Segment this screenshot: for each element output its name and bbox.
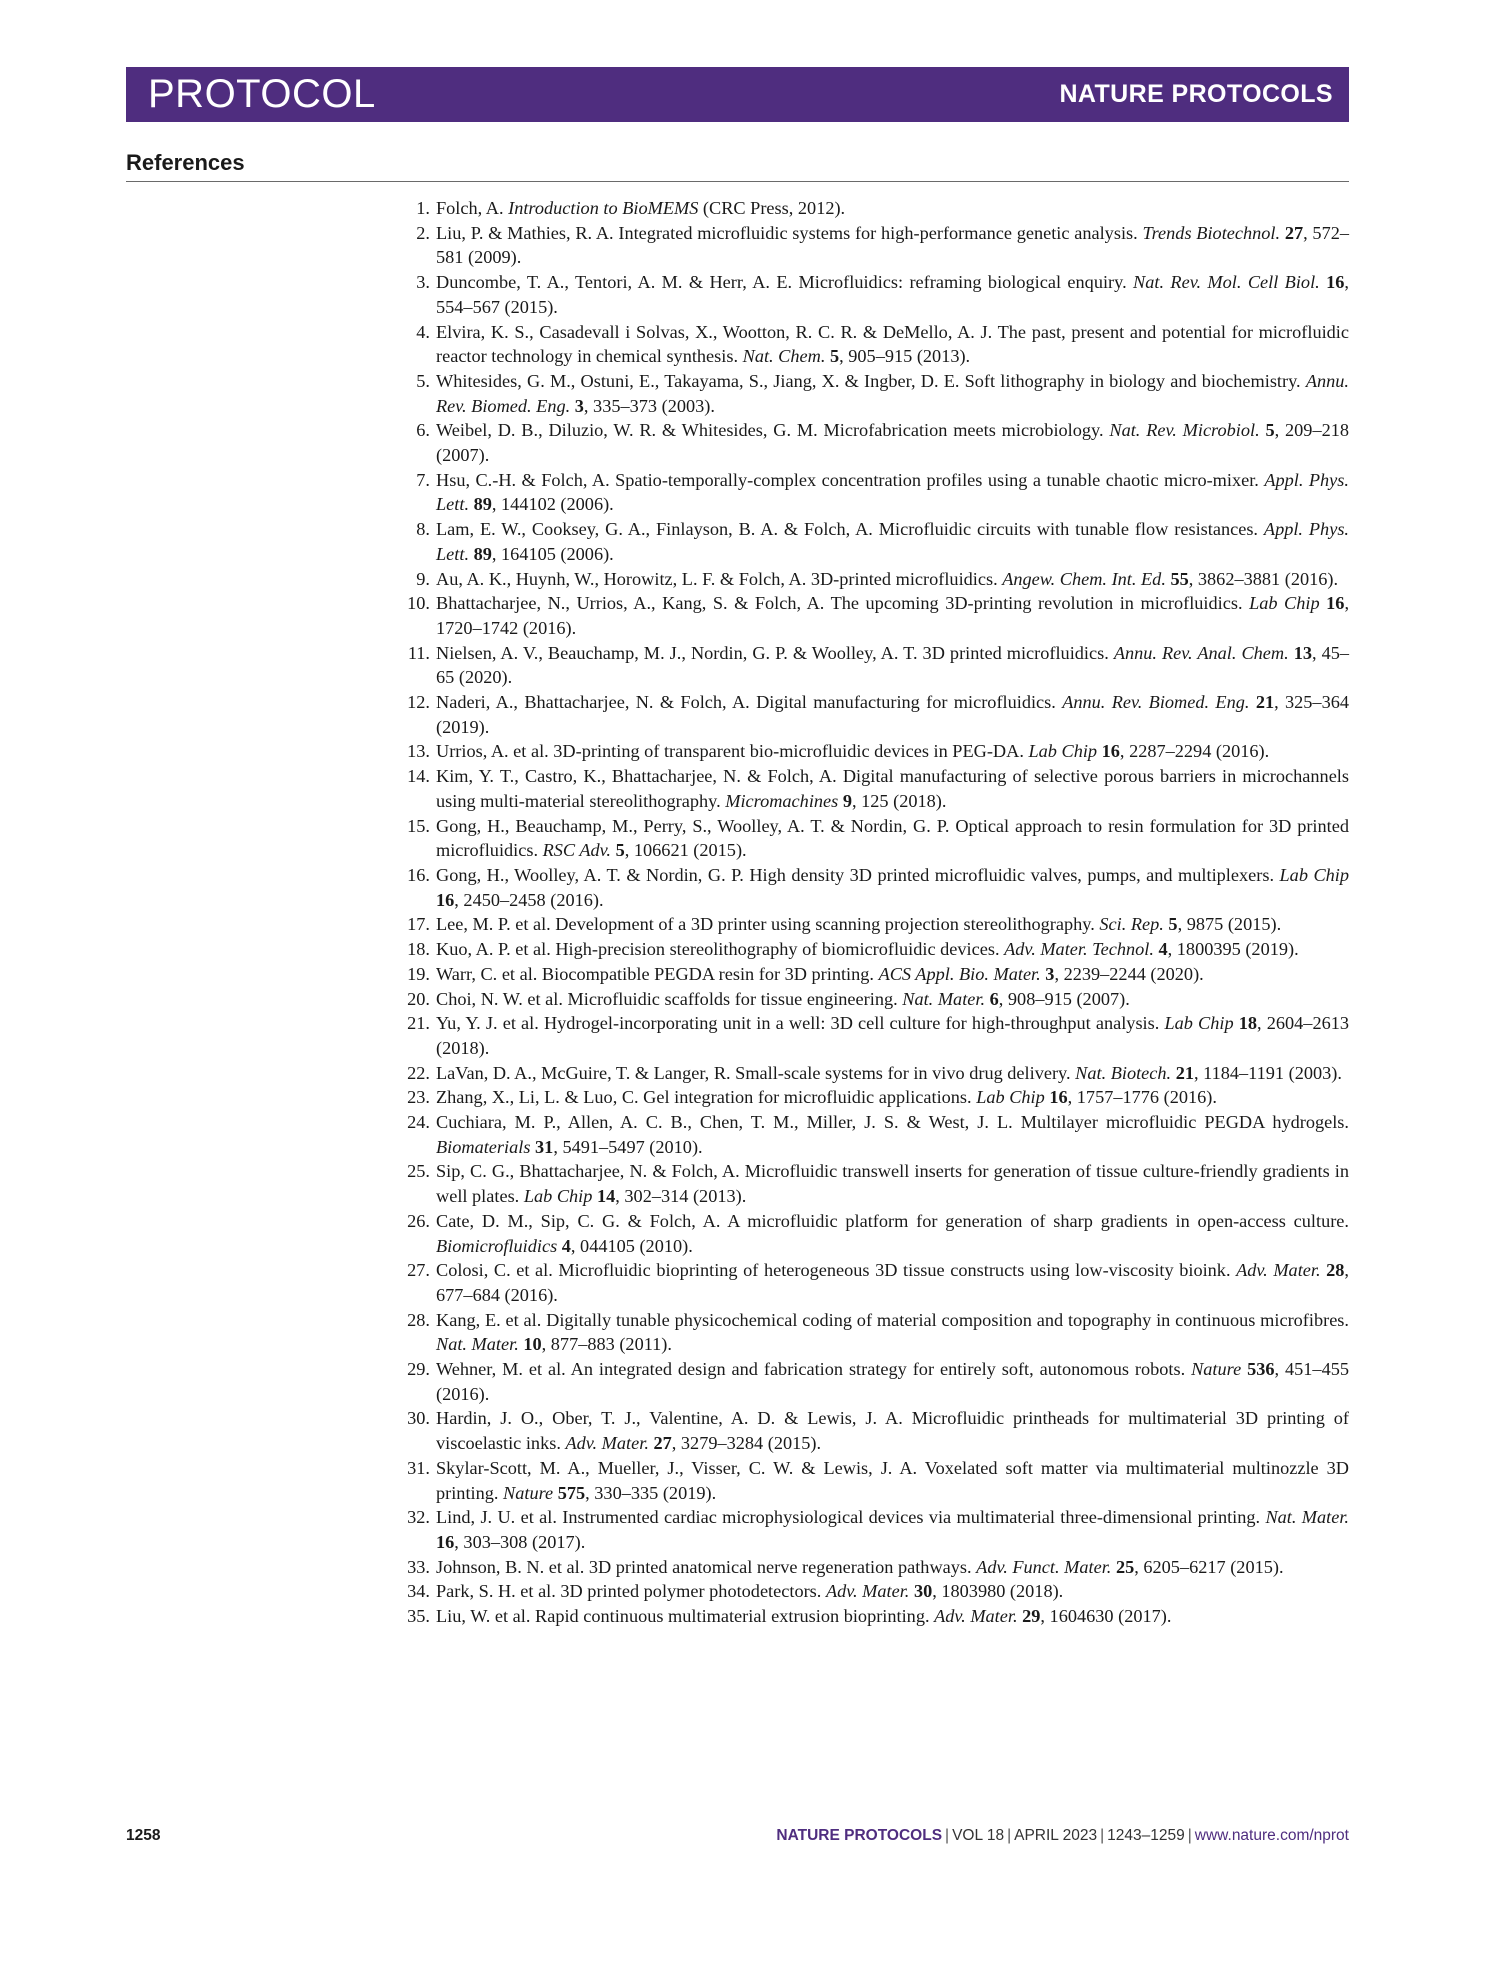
reference-segment: Kim, Y. T., Castro, K., Bhattacharjee, N. & Folch, A. Digital manufacturing of selective porous barriers in microchannels using multi-material stereolithography. [436,766,1349,811]
reference-segment: Liu, W. et al. Rapid continuous multimaterial extrusion bioprinting. [436,1606,935,1627]
reference-number: 25. [407,1161,430,1182]
reference-segment: Cate, D. M., Sip, C. G. & Folch, A. A microfluidic platform for generation of sharp gradients in open-access culture. [436,1210,1349,1231]
reference-segment: , 554–567 (2015). [436,272,1349,317]
reference-segment: , 125 (2018). [851,790,947,811]
reference-text [436,369,1349,418]
volume-number: 5 [1265,420,1275,441]
reference-text [436,1209,1349,1258]
volume-number: 28 [1326,1260,1345,1281]
reference-segment: , 1800395 (2019). [1167,939,1299,960]
reference-number: 26. [407,1210,430,1231]
reference-number: 34. [407,1581,430,1602]
page-footer [126,1827,1349,1845]
reference-item [392,1456,1349,1505]
volume-number: 89 [473,543,492,564]
reference-segment: (CRC Press, 2012). [698,198,846,218]
volume-number: 30 [913,1581,933,1602]
journal-abbrev: Annu. Rev. Biomed. Eng. [1062,692,1250,713]
reference-segment: Whitesides, G. M., Ostuni, E., Takayama, S., Jiang, X. & Ingber, D. E. Soft lithography in biology and biochemistry. [436,370,1306,391]
journal-abbrev: Lab Chip [1164,1013,1234,1034]
reference-segment: Choi, N. W. et al. Microfluidic scaffolds for tissue engineering. [436,988,903,1009]
journal-abbrev: ACS Appl. Bio. Mater. [878,963,1041,984]
reference-text [436,1579,1349,1604]
footer-journal: NATURE PROTOCOLS [776,1827,943,1844]
reference-segment: Johnson, B. N. et al. 3D printed anatomical nerve regeneration pathways. [436,1556,977,1577]
reference-number: 8. [416,519,430,540]
reference-text [436,1159,1349,1208]
reference-number: 13. [407,741,430,762]
reference-text [436,912,1349,937]
volume-number: 10 [523,1334,542,1355]
volume-number: 3 [1045,963,1055,984]
reference-item [392,912,1349,937]
reference-number: 31. [407,1457,430,1478]
journal-abbrev: Introduction to BioMEMS [508,198,699,218]
reference-segment: Lind, J. U. et al. Instrumented cardiac microphysiological devices via multimaterial three-dimensional printing. [436,1507,1266,1528]
reference-number: 3. [416,272,430,293]
reference-item [392,196,1349,221]
reference-segment: Kuo, A. P. et al. High-precision stereolithography of biomicrofluidic devices. [436,939,1005,960]
reference-segment: Gong, H., Woolley, A. T. & Nordin, G. P. High density 3D printed microfluidic valves, pumps, and multiplexers. [436,864,1280,885]
journal-abbrev: Annu. Rev. Anal. Chem. [1113,642,1289,663]
reference-segment: , 106621 (2015). [624,840,747,861]
reference-item [392,517,1349,566]
reference-segment: Au, A. K., Huynh, W., Horowitz, L. F. & Folch, A. 3D-printed microfluidics. [436,568,1003,589]
reference-text [436,1357,1349,1406]
reference-segment: LaVan, D. A., McGuire, T. & Langer, R. Small-scale systems for in vivo drug delivery. [436,1062,1076,1083]
volume-number: 13 [1293,642,1312,663]
reference-number: 1. [416,198,430,218]
reference-segment: Cuchiara, M. P., Allen, A. C. B., Chen, T. M., Miller, J. S. & West, J. L. Multilayer microfluidic PEGDA hydrogels. [436,1112,1349,1133]
reference-segment: , 3862–3881 (2016). [1188,568,1339,589]
volume-number: 16 [436,1531,455,1552]
reference-segment: Sip, C. G., Bhattacharjee, N. & Folch, A. Microfluidic transwell inserts for generation of tissue culture-friendly gradients in well plates. [436,1161,1349,1207]
reference-segment: Folch, A. [436,198,509,218]
heading-divider [126,181,1349,182]
page-number: 1258 [126,1827,161,1844]
reference-number: 24. [407,1112,430,1133]
reference-segment: , 1604630 (2017). [1040,1606,1172,1627]
reference-text [436,690,1349,739]
reference-item [392,863,1349,912]
journal-abbrev: Lab Chip [523,1186,593,1207]
journal-abbrev: Sci. Rep. [1099,914,1164,935]
reference-item [392,270,1349,319]
volume-number: 5 [1168,914,1178,935]
reference-item [392,221,1349,270]
journal-abbrev: Nat. Rev. Mol. Cell Biol. [1133,272,1320,293]
reference-segment: , 144102 (2006). [491,494,614,515]
journal-abbrev: Appl. Phys. Lett. [436,469,1349,515]
reference-segment: , 2450–2458 (2016). [454,889,604,910]
reference-number: 28. [407,1309,430,1330]
reference-text [436,270,1349,319]
volume-number: 55 [1170,568,1189,589]
reference-item [392,418,1349,467]
volume-number: 4 [561,1235,571,1256]
reference-segment: , 1720–1742 (2016). [436,593,1350,638]
reference-number: 5. [416,370,430,391]
reference-text [436,1061,1349,1086]
reference-item [392,320,1349,369]
reference-segment: , 5491–5497 (2010). [553,1136,703,1157]
volume-number: 5 [615,840,625,861]
journal-abbrev: Trends Biotechnol. [1142,222,1281,243]
reference-segment: , 164105 (2006). [491,543,614,564]
reference-text [436,320,1349,369]
reference-segment: , 908–915 (2007). [998,988,1130,1009]
reference-number: 16. [407,864,430,885]
reference-number: 35. [407,1606,430,1627]
reference-item [392,1505,1349,1554]
reference-number: 22. [407,1062,430,1083]
reference-number: 18. [407,939,430,960]
reference-item [392,1357,1349,1406]
reference-segment: , 45–65 (2020). [436,642,1350,688]
reference-segment: Bhattacharjee, N., Urrios, A., Kang, S. & Folch, A. The upcoming 3D-printing revolution in microfluidics. [436,593,1250,614]
footer-date: APRIL 2023 [1014,1827,1098,1844]
reference-segment: , 1803980 (2018). [932,1581,1064,1602]
reference-item [392,764,1349,813]
volume-number: 16 [1101,741,1120,762]
reference-text [436,937,1349,962]
reference-number: 23. [407,1087,430,1108]
reference-number: 2. [416,222,430,243]
reference-segment: , 9875 (2015). [1177,914,1282,935]
references-heading: References [126,150,245,175]
journal-abbrev: Adv. Mater. [825,1581,910,1602]
reference-item [392,1406,1349,1455]
reference-segment: , 044105 (2010). [570,1235,693,1256]
reference-number: 4. [416,321,430,342]
reference-segment: Duncombe, T. A., Tentori, A. M. & Herr, A. E. Microfluidics: reframing biological enquiry. [436,272,1134,293]
reference-number: 30. [407,1408,430,1429]
volume-number: 14 [596,1186,616,1207]
reference-segment: , 6205–6217 (2015). [1134,1556,1284,1577]
reference-item [392,1011,1349,1060]
reference-number: 17. [407,914,430,935]
journal-title: NATURE PROTOCOLS [1059,80,1333,108]
reference-segment: Gong, H., Beauchamp, M., Perry, S., Woolley, A. T. & Nordin, G. P. Optical approach to resin formulation for 3D printed microfluidics. [436,815,1349,861]
reference-number: 21. [407,1013,430,1034]
reference-item [392,1555,1349,1580]
journal-abbrev: Lab Chip [1279,864,1350,885]
journal-abbrev: Lab Chip [1028,741,1098,762]
reference-item [392,1085,1349,1110]
reference-text [436,468,1349,517]
reference-text [436,641,1349,690]
reference-number: 11. [407,642,430,663]
reference-segment: Elvira, K. S., Casadevall i Solvas, X., Wootton, R. C. R. & DeMello, A. J. The past, present and potential for microfluidic reactor technology in chemical synthesis. [436,321,1349,367]
reference-segment: , 335–373 (2003). [583,395,715,416]
reference-segment: , 3279–3284 (2015). [671,1433,822,1454]
journal-abbrev: Adv. Mater. [1236,1260,1321,1281]
reference-item [392,1209,1349,1258]
reference-text [436,1258,1349,1307]
reference-item [392,1308,1349,1357]
reference-item [392,1579,1349,1604]
reference-segment: , 572–581 (2009). [436,222,1349,268]
reference-number: 15. [407,815,430,836]
reference-segment: , 302–314 (2013). [615,1186,747,1207]
reference-text [436,1308,1349,1357]
footer-pages: 1243–1259 [1107,1827,1185,1844]
reference-number: 6. [416,420,430,441]
reference-segment: Kang, E. et al. Digitally tunable physicochemical coding of material composition and topography in continuous microfibres. [436,1309,1349,1330]
journal-abbrev: Annu. Rev. Biomed. Eng. [436,370,1349,416]
reference-text [436,739,1349,764]
volume-number: 31 [535,1136,554,1157]
journal-abbrev: Adv. Mater. [934,1606,1018,1627]
volume-number: 21 [1255,692,1275,713]
reference-item [392,987,1349,1012]
reference-segment: Zhang, X., Li, L. & Luo, C. Gel integration for microfluidic applications. [436,1087,977,1108]
journal-abbrev: Nature [503,1482,554,1503]
volume-number: 3 [574,395,584,416]
reference-segment: Park, S. H. et al. 3D printed polymer photodetectors. [436,1581,826,1602]
journal-abbrev: Lab Chip [1249,593,1320,614]
section-label: PROTOCOL [148,72,376,116]
journal-abbrev: RSC Adv. [542,840,612,861]
reference-number: 33. [407,1556,430,1577]
reference-segment: , 877–883 (2011). [541,1334,672,1355]
reference-text [436,221,1349,270]
reference-item [392,1258,1349,1307]
reference-text [436,962,1349,987]
reference-item [392,369,1349,418]
reference-item [392,814,1349,863]
journal-abbrev: Nat. Chem. [742,346,826,367]
volume-number: 4 [1158,939,1168,960]
reference-segment: Nielsen, A. V., Beauchamp, M. J., Nordin, G. P. & Woolley, A. T. 3D printed microfluidics. [436,642,1114,663]
reference-segment: Weibel, D. B., Diluzio, W. R. & Whitesides, G. M. Microfabrication meets microbiology. [436,420,1110,441]
reference-text [436,1604,1349,1629]
footer-citation: NATURE PROTOCOLS | VOL 18 | APRIL 2023 | 1243–1259 | www.nature.com/nprot [776,1827,1349,1844]
journal-abbrev: Nat. Mater. [436,1334,519,1355]
volume-number: 89 [473,494,492,515]
reference-text [436,1555,1349,1580]
reference-list [392,196,1349,1629]
reference-item [392,937,1349,962]
journal-abbrev: Adv. Funct. Mater. [976,1556,1112,1577]
reference-segment: , 451–455 (2016). [436,1359,1349,1404]
journal-abbrev: Nature [1191,1359,1242,1380]
reference-segment: , 1757–1776 (2016). [1067,1087,1217,1108]
reference-number: 10. [407,593,430,614]
journal-abbrev: Angew. Chem. Int. Ed. [1002,568,1166,589]
reference-item [392,962,1349,987]
reference-number: 32. [407,1507,430,1528]
journal-abbrev: Adv. Mater. Technol. [1004,939,1154,960]
journal-abbrev: Nat. Mater. [902,988,986,1009]
journal-abbrev: Appl. Phys. Lett. [436,519,1350,564]
reference-text [436,814,1349,863]
reference-text [436,196,1349,221]
volume-number: 18 [1238,1013,1258,1034]
reference-segment: Lam, E. W., Cooksey, G. A., Finlayson, B. A. & Folch, A. Microfluidic circuits with tunable flow resistances. [436,519,1264,540]
reference-text [436,1011,1349,1060]
reference-segment: Colosi, C. et al. Microfluidic bioprinting of heterogeneous 3D tissue constructs using low-viscosity bioink. [436,1260,1237,1281]
journal-abbrev: Nat. Biotech. [1075,1062,1172,1083]
reference-number: 9. [416,568,430,589]
reference-item [392,1159,1349,1208]
reference-text [436,567,1349,592]
journal-abbrev: Nat. Rev. Microbiol. [1109,420,1260,441]
reference-segment: , 2287–2294 (2016). [1119,741,1270,762]
journal-abbrev: Adv. Mater. [565,1433,649,1454]
reference-segment: Warr, C. et al. Biocompatible PEGDA resin for 3D printing. [436,963,879,984]
reference-number: 27. [407,1260,430,1281]
reference-text [436,987,1349,1012]
reference-text [436,863,1349,912]
reference-text [436,1505,1349,1554]
volume-number: 27 [653,1433,672,1454]
reference-text [436,418,1349,467]
reference-segment: , 2604–2613 (2018). [436,1013,1350,1058]
volume-number: 29 [1022,1606,1041,1627]
reference-number: 19. [407,963,430,984]
reference-segment: , 905–915 (2013). [839,346,971,367]
volume-number: 536 [1247,1359,1275,1380]
reference-segment: Lee, M. P. et al. Development of a 3D printer using scanning projection stereolithography. [436,914,1100,935]
reference-text [436,1085,1349,1110]
journal-abbrev: Micromachines [725,790,839,811]
reference-number: 20. [407,988,430,1009]
reference-item [392,690,1349,739]
footer-url-link[interactable]: www.nature.com/nprot [1194,1827,1349,1844]
reference-item [392,567,1349,592]
reference-text [436,1110,1349,1159]
journal-abbrev: Biomicrofluidics [436,1235,558,1256]
reference-item [392,591,1349,640]
reference-text [436,591,1349,640]
volume-number: 16 [1049,1087,1068,1108]
volume-number: 27 [1284,222,1304,243]
reference-segment: Yu, Y. J. et al. Hydrogel-incorporating unit in a well: 3D cell culture for high-throughput analysis. [436,1013,1165,1034]
volume-number: 5 [829,346,840,367]
journal-abbrev: Nat. Mater. [1265,1507,1350,1528]
volume-number: 21 [1175,1062,1194,1083]
volume-number: 16 [436,889,455,910]
reference-text [436,764,1349,813]
reference-segment: , 2239–2244 (2020). [1054,963,1204,984]
reference-segment: Liu, P. & Mathies, R. A. Integrated microfluidic systems for high-performance genetic analysis. [436,222,1143,243]
reference-segment: , 209–218 (2007). [436,420,1350,466]
volume-number: 9 [842,790,852,811]
reference-item [392,739,1349,764]
journal-abbrev: Lab Chip [976,1087,1045,1108]
reference-segment: , 330–335 (2019). [585,1482,717,1503]
reference-segment: Skylar-Scott, M. A., Mueller, J., Visser, C. W. & Lewis, J. A. Voxelated soft matter via multimaterial multinozzle 3D printing. [436,1457,1349,1503]
reference-segment: Hardin, J. O., Ober, T. J., Valentine, A. D. & Lewis, J. A. Microfluidic printheads for multimaterial 3D printing of viscoelastic inks. [436,1408,1349,1454]
volume-number: 575 [557,1482,586,1503]
volume-number: 25 [1115,1556,1135,1577]
reference-item [392,1604,1349,1629]
reference-item [392,641,1349,690]
reference-item [392,1110,1349,1159]
header-banner [126,67,1349,122]
reference-segment: Naderi, A., Bhattacharjee, N. & Folch, A. Digital manufacturing for microfluidics. [436,692,1063,713]
reference-number: 29. [407,1359,430,1380]
reference-number: 12. [407,692,430,713]
reference-item [392,468,1349,517]
reference-text [436,1456,1349,1505]
reference-segment: Urrios, A. et al. 3D-printing of transparent bio-microfluidic devices in PEG-DA. [436,741,1029,762]
reference-segment: , 303–308 (2017). [454,1531,586,1552]
reference-text [436,1406,1349,1455]
reference-segment: Hsu, C.-H. & Folch, A. Spatio-temporally-complex concentration profiles using a tunable chaotic micro-mixer. [436,469,1265,490]
reference-segment: Wehner, M. et al. An integrated design and fabrication strategy for entirely soft, autonomous robots. [436,1359,1192,1380]
reference-number: 7. [416,469,430,490]
footer-volume: VOL 18 [952,1827,1005,1844]
reference-item [392,1061,1349,1086]
reference-segment: , 1184–1191 (2003). [1193,1062,1342,1083]
volume-number: 16 [1326,593,1345,614]
reference-segment: , 325–364 (2019). [436,692,1349,737]
volume-number: 16 [1326,272,1345,293]
volume-number: 6 [989,988,999,1009]
reference-text [436,517,1349,566]
journal-abbrev: Biomaterials [436,1136,531,1157]
reference-segment: , 677–684 (2016). [436,1260,1349,1305]
reference-number: 14. [407,766,430,787]
